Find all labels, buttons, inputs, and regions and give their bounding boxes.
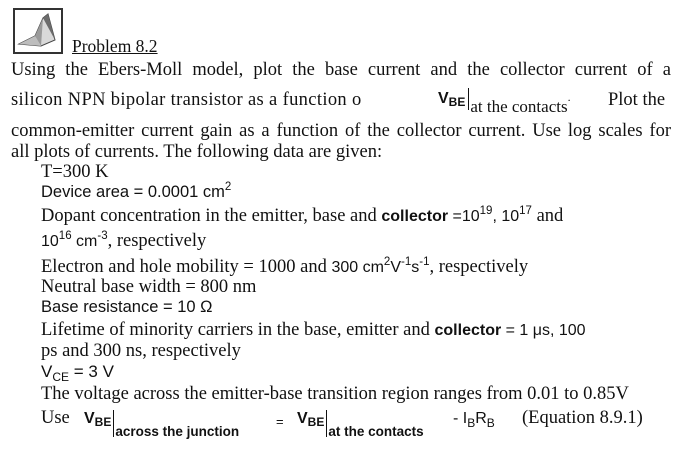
- intro-line-4: all plots of currents. The following data are given:: [11, 142, 383, 162]
- vbe-contacts-subscript: BE: [307, 415, 325, 429]
- dopant-and: and: [531, 206, 564, 226]
- voltage-range: The voltage across the emitter-base transition region ranges from 0.01 to 0.85V: [41, 384, 629, 404]
- mobility-exp-2: -1: [401, 256, 412, 268]
- at-contacts-label: at the contacts: [470, 97, 568, 116]
- base-width: Neutral base width = 800 nm: [41, 277, 257, 297]
- dopant-eq: =10: [448, 208, 480, 225]
- mobility-exp-1: 2: [383, 256, 391, 268]
- vce-subscript: CE: [52, 370, 70, 384]
- mobility-exp-3: -1: [419, 256, 430, 268]
- mobility-text: Electron and hole mobility = 1000 and: [41, 257, 332, 277]
- equation-reference: (Equation 8.9.1): [522, 408, 643, 428]
- vbe-junction-symbol: V: [84, 410, 95, 427]
- lifetime-line-1: [41, 320, 671, 341]
- vbe-at-contacts: [438, 88, 571, 116]
- device-area: [41, 183, 231, 202]
- dopant-exp-2: 17: [519, 205, 532, 217]
- rb-subscript: B: [486, 416, 495, 430]
- ib-rb-term: [453, 410, 495, 428]
- intro-line-3: common-emitter current gain as a function of the collector current. Use log scales for: [11, 121, 671, 141]
- intro-line-2-end: Plot the: [608, 90, 666, 110]
- rb-symbol: R: [475, 410, 487, 427]
- intro-line-2: [11, 90, 671, 111]
- lifetime-line-2: ps and 300 ns, respectively: [41, 341, 241, 361]
- lifetime-collector: collector: [434, 322, 502, 339]
- ib-symbol: - I: [453, 410, 468, 427]
- vbe-symbol: V: [438, 90, 449, 107]
- dopant-collector: collector: [381, 208, 449, 225]
- matlab-membrane-icon: [13, 8, 63, 54]
- vce-symbol: V: [41, 362, 53, 381]
- lifetime-values: = 1 μs, 100: [501, 322, 586, 339]
- ib-subscript: B: [467, 416, 476, 430]
- equation: [84, 410, 239, 437]
- period: .: [567, 90, 571, 104]
- mobility-hole-value: 300 cm: [331, 259, 384, 276]
- temperature: T=300 K: [41, 162, 109, 182]
- mobility: [41, 257, 528, 278]
- dopant-base: , 10: [492, 208, 520, 225]
- device-area-exp: 2: [224, 181, 232, 193]
- mobility-sec: s: [411, 259, 420, 276]
- vbe-subscript: BE: [448, 95, 466, 109]
- dopant-respectively: , respectively: [107, 231, 207, 251]
- lifetime-text: Lifetime of minority carriers in the base, emitter and: [41, 320, 435, 340]
- device-area-text: Device area = 0.0001 cm: [41, 183, 225, 201]
- vbe-contacts: [297, 410, 424, 437]
- dopant-line-1: [41, 206, 671, 227]
- vbe-contacts-symbol: V: [297, 410, 308, 427]
- dopant-text: Dopant concentration in the emitter, base and: [41, 206, 382, 226]
- across-junction-label: across the junction: [115, 424, 240, 439]
- dopant-collector-value: 10: [41, 233, 59, 250]
- intro-line-1: Using the Ebers-Moll model, plot the base current and the collector current of a: [11, 60, 671, 80]
- mobility-volt: V: [390, 259, 401, 276]
- use-label: Use: [41, 408, 70, 428]
- dopant-unit: cm: [71, 233, 98, 250]
- vce: [41, 362, 114, 382]
- vce-value: = 3 V: [69, 362, 114, 381]
- dopant-exp-1: 19: [479, 205, 493, 217]
- vbe-junction-subscript: BE: [94, 415, 112, 429]
- mobility-respectively: , respectively: [429, 257, 529, 277]
- base-resistance: Base resistance = 10 Ω: [41, 298, 213, 316]
- problem-title: Problem 8.2: [72, 36, 158, 56]
- dopant-line-2: [41, 231, 206, 252]
- at-contacts-eq-label: at the contacts: [328, 424, 424, 439]
- intro-line-2-text: silicon NPN bipolar transistor as a function o: [11, 90, 362, 110]
- dopant-unit-exp: -3: [97, 230, 108, 242]
- equals-sign: =: [276, 414, 284, 429]
- dopant-exp-3: 16: [58, 230, 72, 242]
